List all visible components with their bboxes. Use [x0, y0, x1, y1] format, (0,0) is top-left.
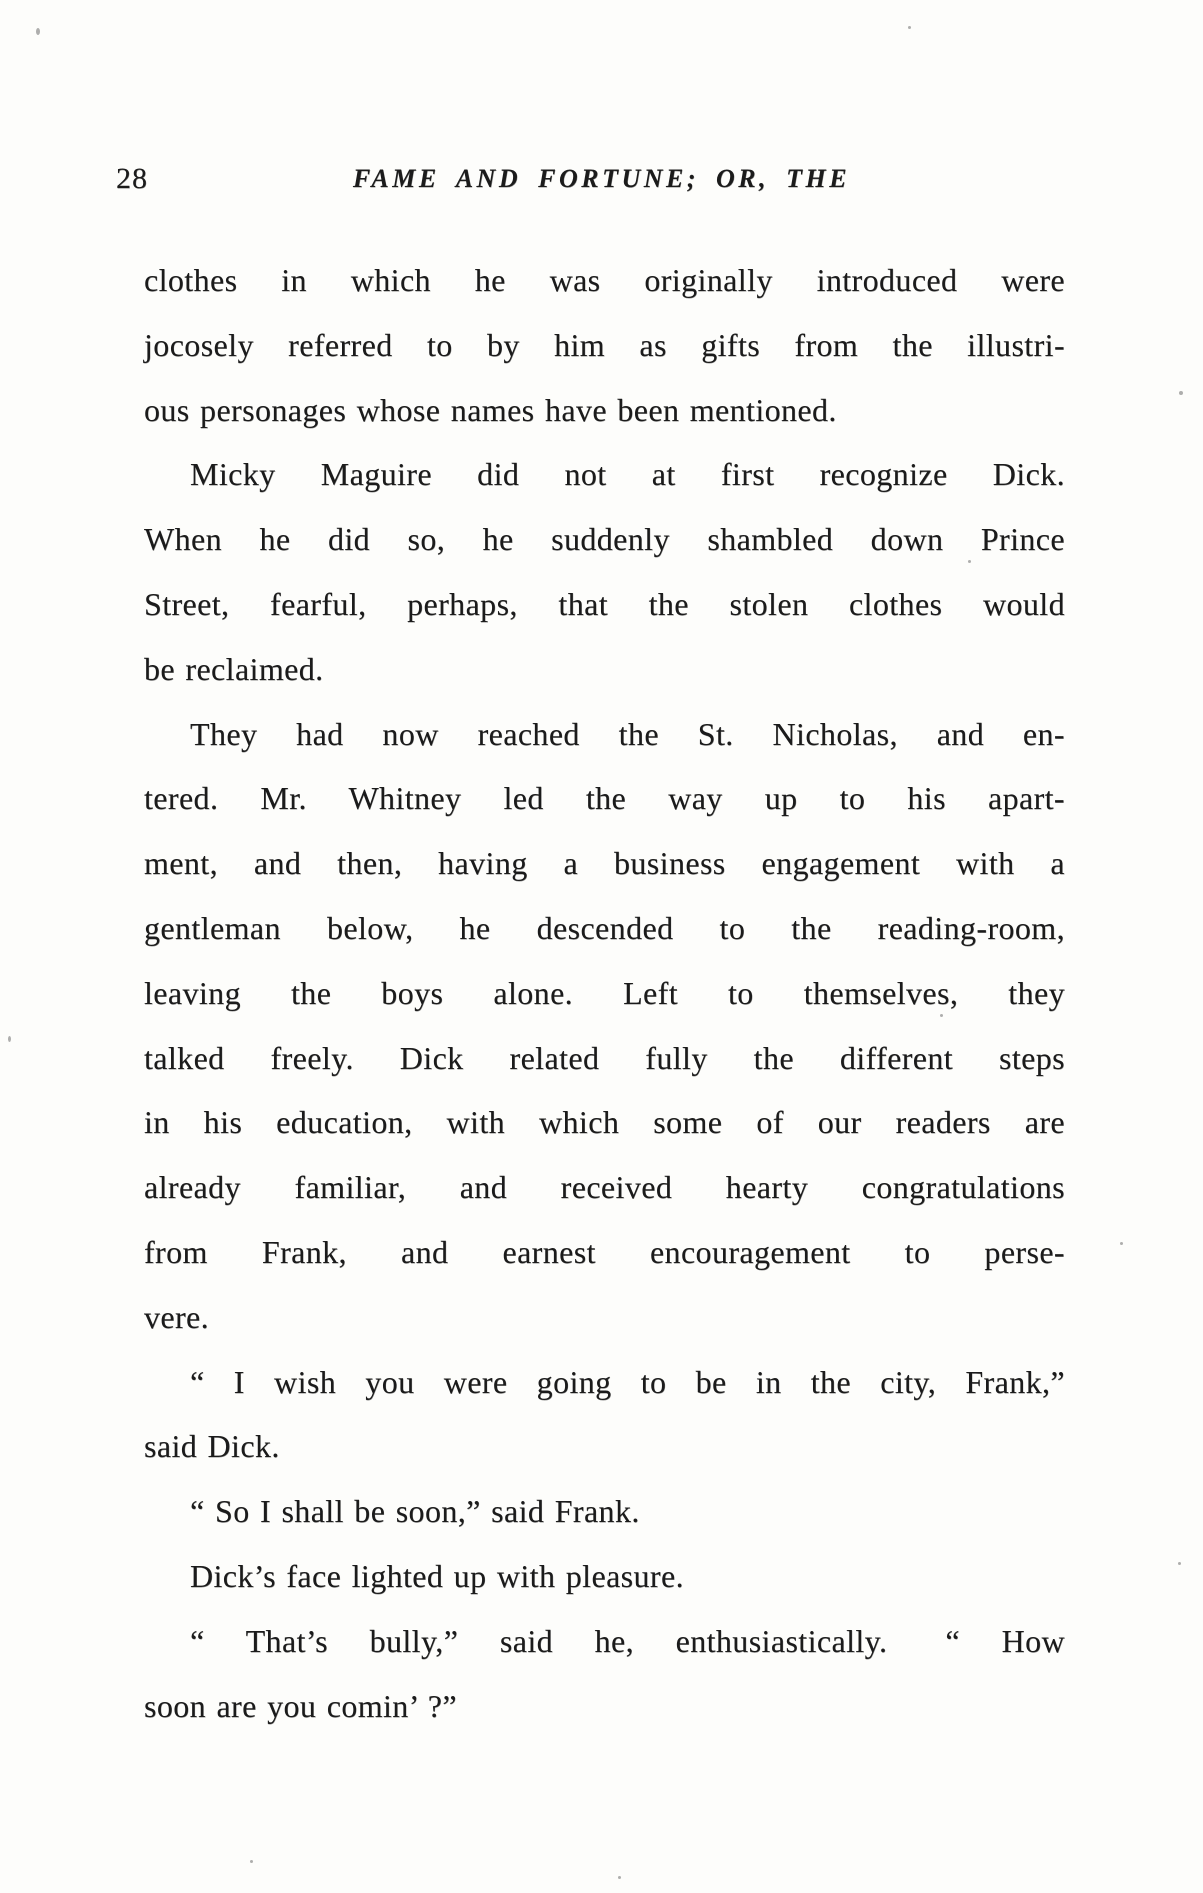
text-line: leaving the boys alone. Left to themselves, they: [144, 974, 1065, 1011]
text-line: ous personages whose names have been mentioned.: [144, 391, 837, 428]
scan-speck: [36, 28, 40, 35]
scan-speck: [1178, 1562, 1181, 1565]
text-line: Street, fearful, perhaps, that the stolen clothes would: [144, 585, 1065, 622]
text-line: clothes in which he was originally introduced were: [144, 262, 1065, 298]
scan-speck: [618, 1876, 621, 1879]
text-line: talked freely. Dick related fully the different steps: [144, 1039, 1065, 1076]
scan-speck: [908, 26, 911, 29]
text-line: be reclaimed.: [144, 650, 324, 687]
text-line: gentleman below, he descended to the reading-room,: [144, 909, 1065, 946]
text-line: They had now reached the St. Nicholas, and en-: [190, 715, 1065, 752]
text-line: already familiar, and received hearty congratulations: [144, 1169, 1065, 1206]
scan-speck: [8, 1036, 11, 1042]
scan-speck: [968, 560, 971, 563]
text-line: ment, and then, having a business engagement with a: [144, 845, 1065, 882]
text-line: “ I wish you were going to be in the city, Frank,”: [190, 1363, 1065, 1400]
scan-speck: [940, 1014, 943, 1017]
text-line: tered. Mr. Whitney led the way up to his apart-: [144, 780, 1065, 817]
text-line: from Frank, and earnest encouragement to perse-: [144, 1233, 1065, 1270]
scan-speck: [1120, 1242, 1123, 1245]
text-line: When he did so, he suddenly shambled down Prince: [144, 521, 1065, 558]
body-text-block: [144, 248, 1065, 1738]
text-line: soon are you comin’ ?”: [144, 1687, 457, 1724]
text-line: Dick’s face lighted up with pleasure.: [190, 1557, 684, 1594]
scan-speck: [1179, 391, 1183, 395]
text-line: jocosely referred to by him as gifts from the illustri-: [144, 326, 1065, 363]
text-line: “ So I shall be soon,” said Frank.: [190, 1493, 640, 1530]
page-number: 28: [116, 162, 148, 195]
page-header: [0, 160, 1203, 198]
scan-speck: [250, 1860, 253, 1863]
text-line: said Dick.: [144, 1428, 280, 1465]
running-header-title: FAME AND FORTUNE; OR, THE: [352, 164, 851, 193]
text-line: “ That’s bully,” said he, enthusiastically. “ How: [190, 1622, 1065, 1659]
text-line: Micky Maguire did not at first recognize Dick.: [190, 456, 1065, 493]
text-line: vere.: [144, 1298, 210, 1335]
text-line: in his education, with which some of our readers are: [144, 1104, 1065, 1141]
